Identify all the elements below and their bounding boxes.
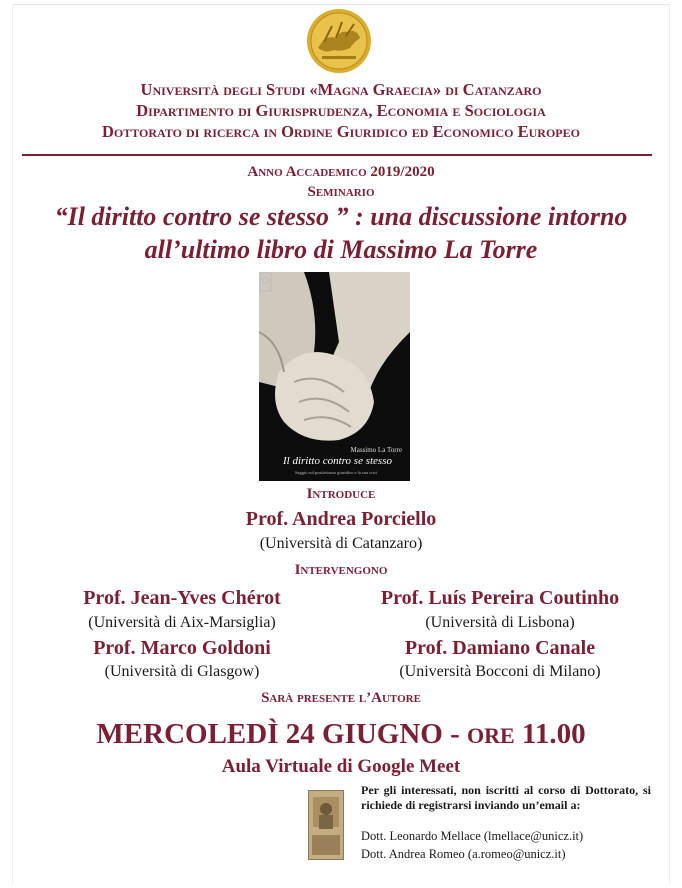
introduce-label: Introduce <box>306 486 376 502</box>
introducer-affiliation: (Università di Catanzaro) <box>259 535 423 552</box>
book-author: Massimo La Torre <box>350 446 402 454</box>
event-venue: Aula Virtuale di Google Meet <box>221 756 461 777</box>
event-date-time <box>0 718 682 751</box>
time-prefix: ORE <box>466 723 515 748</box>
event-time: 11.00 <box>521 718 586 750</box>
introducer-name: Prof. Andrea Porciello <box>245 508 437 530</box>
header-divider <box>22 154 652 156</box>
speaker-name: Prof. Luís Pereira Coutinho <box>380 587 620 609</box>
painting-thumbnail <box>308 790 344 860</box>
event-title-line1: “Il diritto contro se stesso ” : una discussione intorno <box>54 202 628 231</box>
event-type: Seminario <box>307 184 375 200</box>
book-cover-image <box>259 272 410 481</box>
speaker-affiliation: (Università di Lisbona) <box>425 614 575 631</box>
event-date: MERCOLEDÌ 24 GIUGNO - <box>96 718 460 750</box>
speakers-label: Intervengono <box>294 562 388 578</box>
book-title: Il diritto contro se stesso <box>283 455 392 467</box>
speaker-affiliation: (Università di Aix-Marsiglia) <box>88 614 276 631</box>
university-name: Università degli Studi «Magna Graecia» di Catanzaro <box>140 80 542 99</box>
speaker-name: Prof. Jean-Yves Chérot <box>83 587 281 609</box>
page-border-top <box>12 4 670 5</box>
author-present-note: Sarà presente l’Autore <box>261 690 421 706</box>
contact-email-2[interactable]: Dott. Andrea Romeo (a.romeo@unicz.it) <box>361 847 566 861</box>
event-title-line2: all’ultimo libro di Massimo La Torre <box>144 235 538 264</box>
contact-email-1[interactable]: Dott. Leonardo Mellace (lmellace@unicz.it) <box>361 829 584 843</box>
academic-year: Anno Accademico 2019/2020 <box>247 164 435 180</box>
speaker-name: Prof. Marco Goldoni <box>93 637 271 659</box>
registration-note: Per gli interessati, non iscritti al corso di Dottorato, si richiede di registrarsi inviando un’email a: <box>361 783 651 812</box>
department-name: Dipartimento di Giurisprudenza, Economia e Sociologia <box>136 101 546 120</box>
book-subtitle: Saggio sul positivismo giuridico e la sua crisi <box>295 470 377 475</box>
speaker-affiliation: (Università Bocconi di Milano) <box>399 663 601 680</box>
publisher-emblem-icon <box>259 272 272 292</box>
university-seal-logo <box>306 8 372 74</box>
speaker-name: Prof. Damiano Canale <box>404 637 596 659</box>
doctorate-name: Dottorato di ricerca in Ordine Giuridico ed Economico Europeo <box>102 122 580 141</box>
speaker-affiliation: (Università di Glasgow) <box>104 663 260 680</box>
